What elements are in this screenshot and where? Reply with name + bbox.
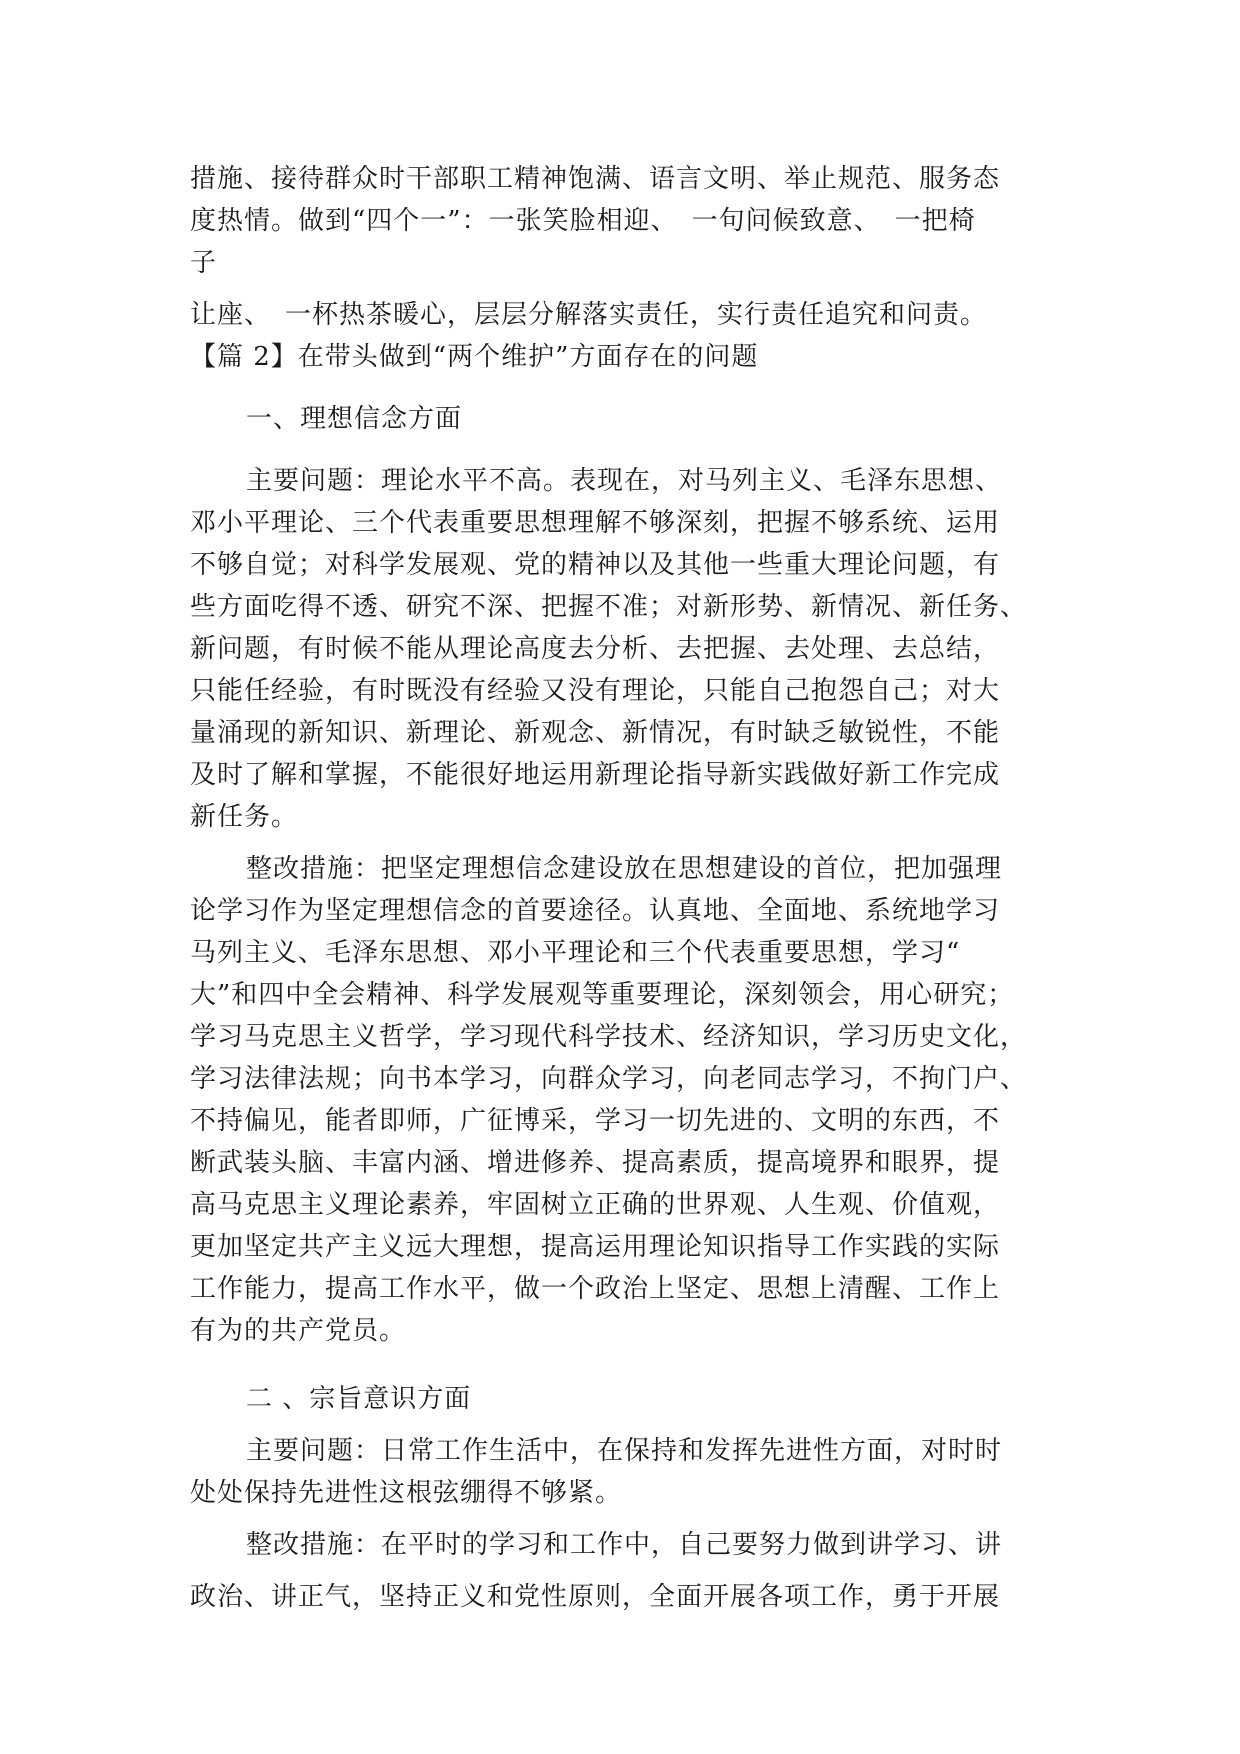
paragraph-line: 只能任经验，有时既没有经验又没有理论，只能自己抱怨自己；对大 xyxy=(190,676,1001,706)
paragraph-line: 论学习作为坚定理想信念的首要途径。认真地、全面地、系统地学习 xyxy=(190,896,1001,926)
document-page xyxy=(190,158,1050,1618)
section-heading: 【篇 2】在带头做到“两个维护”方面存在的问题 xyxy=(190,342,759,372)
paragraph-line: 邓小平理论、三个代表重要思想理解不够深刻，把握不够系统、运用 xyxy=(190,508,1001,538)
paragraph-line: 新任务。 xyxy=(190,802,299,832)
paragraph-line: 马列主义、毛泽东思想、邓小平理论和三个代表重要思想，学习“ xyxy=(190,938,961,968)
paragraph-line: 些方面吃得不透、研究不深、把握不准；对新形势、新情况、新任务、 xyxy=(190,592,1028,622)
paragraph-line: 整改措施：在平时的学习和工作中，自己要努力做到讲学习、讲 xyxy=(246,1530,1003,1560)
paragraph-line: 更加坚定共产主义远大理想，提高运用理论知识指导工作实践的实际 xyxy=(190,1232,1001,1262)
paragraph-line: 不持偏见，能者即师，广征博采，学习一切先进的、文明的东西，不 xyxy=(190,1106,1001,1136)
text-line: 让座、 一杯热茶暖心，层层分解落实责任，实行责任追究和问责。 xyxy=(190,300,988,330)
paragraph-line: 工作能力，提高工作水平，做一个政治上坚定、思想上清醒、工作上 xyxy=(190,1274,1001,1304)
paragraph-line: 量涌现的新知识、新理论、新观念、新情况，有时缺乏敏锐性，不能 xyxy=(190,718,1001,748)
subsection-heading: 一、理想信念方面 xyxy=(246,404,463,434)
paragraph-line: 学习法律法规；向书本学习，向群众学习，向老同志学习，不拘门户、 xyxy=(190,1064,1028,1094)
text-line: 措施、接待群众时干部职工精神饱满、语言文明、举止规范、服务态 xyxy=(190,164,1001,194)
paragraph-line: 政治、讲正气，坚持正义和党性原则，全面开展各项工作，勇于开展 xyxy=(190,1582,1001,1612)
paragraph-line: 有为的共产党员。 xyxy=(190,1316,407,1346)
text-line: 度热情。做到“四个一”：一张笑脸相迎、 一句问候致意、 一把椅 xyxy=(190,206,976,236)
paragraph-line: 主要问题：日常工作生活中，在保持和发挥先进性方面，对时时 xyxy=(246,1436,1003,1466)
subsection-heading: 二 、宗旨意识方面 xyxy=(246,1384,472,1414)
paragraph-line: 整改措施：把坚定理想信念建设放在思想建设的首位，把加强理 xyxy=(246,854,1003,884)
paragraph-line: 学习马克思主义哲学，学习现代科学技术、经济知识，学习历史文化， xyxy=(190,1022,1028,1052)
paragraph-line: 主要问题：理论水平不高。表现在，对马列主义、毛泽东思想、 xyxy=(246,466,1003,496)
paragraph-line: 处处保持先进性这根弦绷得不够紧。 xyxy=(190,1478,623,1508)
paragraph-line: 及时了解和掌握，不能很好地运用新理论指导新实践做好新工作完成 xyxy=(190,760,1001,790)
text-line: 子 xyxy=(190,248,218,278)
paragraph-line: 断武装头脑、丰富内涵、增进修养、提高素质，提高境界和眼界，提 xyxy=(190,1148,1001,1178)
paragraph-line: 高马克思主义理论素养，牢固树立正确的世界观、人生观、价值观， xyxy=(190,1190,1001,1220)
paragraph-line: 不够自觉；对科学发展观、党的精神以及其他一些重大理论问题，有 xyxy=(190,550,1001,580)
paragraph-line: 大”和四中全会精神、科学发展观等重要理论，深刻领会，用心研究； xyxy=(190,980,1015,1010)
paragraph-line: 新问题，有时候不能从理论高度去分析、去把握、去处理、去总结， xyxy=(190,634,1001,664)
